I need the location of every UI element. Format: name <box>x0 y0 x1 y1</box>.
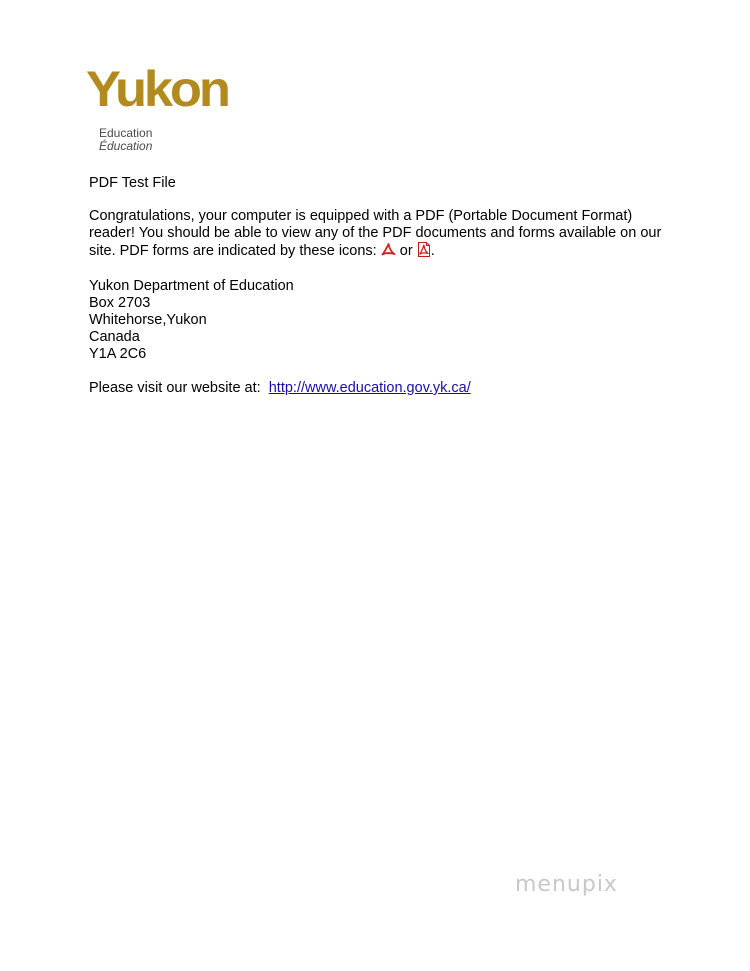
acrobat-icon <box>381 243 396 262</box>
pdf-file-icon <box>417 242 431 262</box>
website-link[interactable]: http://www.education.gov.yk.ca/ <box>268 380 471 396</box>
document-body <box>89 175 669 413</box>
intro-paragraph <box>89 208 669 262</box>
visit-text: Please visit our website at: <box>89 380 261 396</box>
intro-text: Congratulations, your computer is equipped with a PDF (Portable Document Format) reader! You should be able to view any of the PDF documents and forms available on our site. PDF forms are indicated by these icons: <box>89 208 662 259</box>
address-line: Box 2703 <box>89 295 151 311</box>
address-line: Y1A 2C6 <box>89 346 147 362</box>
address-line: Yukon Department of Education <box>89 278 294 294</box>
document-title: PDF Test File <box>89 175 176 191</box>
logo-subtitle <box>99 127 152 153</box>
address-line: Canada <box>89 329 140 345</box>
logo-education-en: Education <box>99 126 153 140</box>
address-block <box>89 278 669 363</box>
logo-education-fr: Éducation <box>99 139 153 153</box>
period-text: . <box>430 243 435 259</box>
or-text: or <box>399 243 413 259</box>
yukon-education-logo <box>86 61 246 156</box>
logo-wordmark: Yukon <box>86 61 228 117</box>
address-line: Whitehorse,Yukon <box>89 312 207 328</box>
website-paragraph <box>89 380 669 397</box>
menupix-watermark: menupix <box>515 872 618 897</box>
